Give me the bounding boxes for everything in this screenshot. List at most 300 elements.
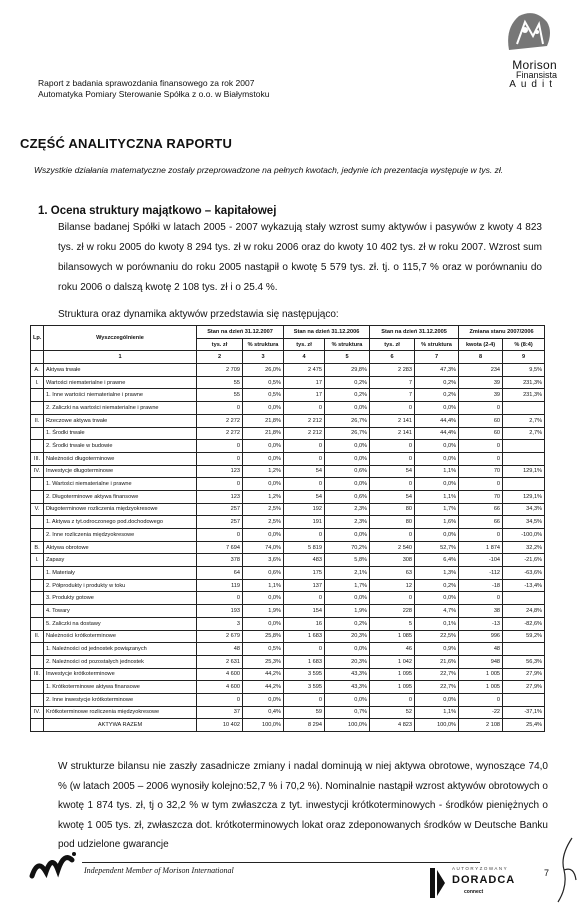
row-value: 43,3% — [325, 681, 370, 694]
row-label: Należności krótkoterminowe — [44, 630, 197, 643]
row-value: 54 — [284, 490, 325, 503]
row-label: Należności długoterminowe — [44, 452, 197, 465]
row-value: 7 — [370, 389, 415, 402]
row-value: 21,8% — [243, 427, 284, 440]
row-label: 1. Aktywa z tyt.odroczonego pod.dochodowego — [44, 516, 197, 529]
row-value: 1,2% — [243, 490, 284, 503]
row-value: -22 — [459, 706, 503, 719]
row-value: 39 — [459, 389, 503, 402]
column-number: 2 — [197, 351, 243, 364]
row-value: 5 — [370, 617, 415, 630]
page-title: CZĘŚĆ ANALITYCZNA RAPORTU — [20, 136, 233, 151]
row-value: 0,2% — [325, 376, 370, 389]
column-number: 7 — [415, 351, 459, 364]
row-label: 1. Wartości niematerialne i prawne — [44, 478, 197, 491]
row-value: 25,3% — [243, 655, 284, 668]
row-value: 27,9% — [503, 668, 545, 681]
row-value: 44,4% — [415, 427, 459, 440]
row-value: 5,8% — [325, 554, 370, 567]
column-number: 1 — [44, 351, 197, 364]
page-number: 7 — [544, 868, 550, 878]
row-value: 0,2% — [325, 389, 370, 402]
row-value: 0,0% — [415, 529, 459, 542]
row-value: 0 — [197, 478, 243, 491]
row-value: 483 — [284, 554, 325, 567]
row-value: 34,5% — [503, 516, 545, 529]
row-lp: IV. — [31, 706, 44, 719]
row-lp: A. — [31, 364, 44, 377]
row-label: Aktywa trwałe — [44, 364, 197, 377]
row-value: 52 — [370, 706, 415, 719]
row-value — [503, 402, 545, 415]
row-value: 0,0% — [325, 402, 370, 415]
row-value: 0,2% — [415, 579, 459, 592]
row-value: 0 — [459, 478, 503, 491]
section-heading: 1. Ocena struktury majątkowo – kapitałowej — [38, 205, 277, 217]
row-value: 9,5% — [503, 364, 545, 377]
column-number: 9 — [503, 351, 545, 364]
row-value: 6,4% — [415, 554, 459, 567]
row-label: 2. Środki trwałe w budowie — [44, 440, 197, 453]
row-value: 2,5% — [243, 503, 284, 516]
row-value: 123 — [197, 490, 243, 503]
row-value: 48 — [459, 643, 503, 656]
row-value: 2,3% — [325, 516, 370, 529]
row-lp — [31, 516, 44, 529]
table-row — [31, 490, 545, 503]
row-value: 1,7% — [325, 579, 370, 592]
row-value: 0,0% — [325, 440, 370, 453]
row-label: Długoterminowe rozliczenia międzyokresowe — [44, 503, 197, 516]
row-value: 0 — [197, 452, 243, 465]
row-label: 1. Krótkoterminowe aktywa finansowe — [44, 681, 197, 694]
row-lp — [31, 529, 44, 542]
row-value: 0,0% — [415, 440, 459, 453]
row-value: 0,4% — [243, 706, 284, 719]
row-lp — [31, 617, 44, 630]
row-lp: III. — [31, 668, 44, 681]
row-label: 1. Należności od jednostek powiązanych — [44, 643, 197, 656]
column-number-row — [31, 351, 545, 364]
row-value: 0,0% — [243, 529, 284, 542]
row-lp — [31, 579, 44, 592]
sub-structure: % struktura — [325, 338, 370, 351]
header-2007: Stan na dzień 31.12.2007 — [197, 326, 284, 339]
row-value: -37,1% — [503, 706, 545, 719]
row-value: 996 — [459, 630, 503, 643]
table-row — [31, 376, 545, 389]
row-value: 0,0% — [243, 402, 284, 415]
row-value: 0,0% — [243, 592, 284, 605]
row-label: 5. Zaliczki na dostawy — [44, 617, 197, 630]
row-value: 66 — [459, 503, 503, 516]
row-value: 54 — [370, 465, 415, 478]
row-value: 16 — [284, 617, 325, 630]
brand-line2: Finansista — [515, 70, 557, 80]
row-value: 1 683 — [284, 655, 325, 668]
row-value: 20,3% — [325, 630, 370, 643]
row-value: 80 — [370, 503, 415, 516]
row-lp — [31, 478, 44, 491]
row-value: 0 — [284, 440, 325, 453]
row-value: 0,5% — [243, 389, 284, 402]
table-row — [31, 579, 545, 592]
row-value: 137 — [284, 579, 325, 592]
row-lp: II. — [31, 630, 44, 643]
row-value: 22,5% — [415, 630, 459, 643]
row-lp — [31, 389, 44, 402]
row-value: -13 — [459, 617, 503, 630]
sub-tys: tys. zł — [284, 338, 325, 351]
doradca-sub: connect — [464, 889, 484, 895]
assets-structure-table — [30, 325, 545, 732]
row-value — [503, 643, 545, 656]
row-value: 0 — [459, 693, 503, 706]
row-value: 0 — [197, 693, 243, 706]
row-value: 119 — [197, 579, 243, 592]
row-value: 43,3% — [325, 668, 370, 681]
row-label: 4. Towary — [44, 605, 197, 618]
row-value: 10 402 — [197, 719, 243, 732]
row-value: 1,3% — [415, 567, 459, 580]
table-row — [31, 643, 545, 656]
row-value: 1 683 — [284, 630, 325, 643]
row-value: 55 — [197, 389, 243, 402]
header-lp: Lp. — [31, 326, 44, 351]
row-value: 27,9% — [503, 681, 545, 694]
row-value: 0,0% — [325, 693, 370, 706]
row-lp: II. — [31, 414, 44, 427]
row-value: 37 — [197, 706, 243, 719]
header-2005: Stan na dzień 31.12.2005 — [370, 326, 459, 339]
row-value: 0 — [284, 643, 325, 656]
row-value: 70 — [459, 490, 503, 503]
row-value: 2 475 — [284, 364, 325, 377]
row-lp — [31, 681, 44, 694]
row-value: 0,1% — [415, 617, 459, 630]
sub-percent: % (8:4) — [503, 338, 545, 351]
sub-structure: % struktura — [243, 338, 284, 351]
table-row — [31, 706, 545, 719]
row-value: 0,0% — [243, 440, 284, 453]
row-value: 2 108 — [459, 719, 503, 732]
row-label: AKTYWA RAZEM — [44, 719, 197, 732]
row-value: 38 — [459, 605, 503, 618]
paragraph-intro: Bilanse badanej Spółki w latach 2005 - 2007 wykazują stały wzrost sumy aktywów i pasywów z kwoty 4 823 tys. zł w roku 2005 do kwoty 8 294 tys. zł w roku 2006 oraz do kwoty 10 402 tys. zł w roku 2007. Wzrost sum bilansowych w porównaniu do roku 2005 nastąpił o kwotę 5 579 tys. zł. tj. o 115,7 % oraz w porównaniu do roku 2006 o dalszą kwotę 2 108 tys. zł i o 25.4 %. — [58, 222, 542, 293]
row-value: 0,0% — [415, 452, 459, 465]
row-lp — [31, 490, 44, 503]
row-value: 192 — [284, 503, 325, 516]
row-value: -112 — [459, 567, 503, 580]
row-value: 175 — [284, 567, 325, 580]
row-lp — [31, 592, 44, 605]
morison-logo-icon — [495, 6, 557, 58]
row-value: 231,3% — [503, 389, 545, 402]
row-lp: V. — [31, 503, 44, 516]
row-lp — [31, 655, 44, 668]
table-row — [31, 389, 545, 402]
row-value: 2,7% — [503, 427, 545, 440]
row-label: Zapasy — [44, 554, 197, 567]
row-label: 1. Środki trwałe — [44, 427, 197, 440]
row-lp — [31, 427, 44, 440]
doradca-badge — [430, 866, 540, 902]
row-value: 1,9% — [325, 605, 370, 618]
table-row — [31, 529, 545, 542]
table-caption: Struktura oraz dynamika aktywów przedstawia się następująco: — [58, 309, 339, 320]
row-value: 154 — [284, 605, 325, 618]
row-value: 191 — [284, 516, 325, 529]
row-value: 0,0% — [243, 452, 284, 465]
row-value: 2,7% — [503, 414, 545, 427]
row-value: 26,7% — [325, 427, 370, 440]
row-value: 2 709 — [197, 364, 243, 377]
row-value: 1 005 — [459, 668, 503, 681]
row-value: 0,2% — [415, 389, 459, 402]
row-value: 0 — [284, 478, 325, 491]
row-label: 2. Zaliczki na wartości niematerialne i prawne — [44, 402, 197, 415]
row-value: 378 — [197, 554, 243, 567]
row-value: 0,2% — [415, 376, 459, 389]
row-value — [503, 592, 545, 605]
row-value: 70 — [459, 465, 503, 478]
row-label: 3. Produkty gotowe — [44, 592, 197, 605]
row-value: 1,7% — [415, 503, 459, 516]
table-row — [31, 440, 545, 453]
row-value: 0 — [370, 402, 415, 415]
row-value: 17 — [284, 389, 325, 402]
doradca-tag: AUTORYZOWANY — [452, 866, 509, 871]
table-row — [31, 554, 545, 567]
row-value: 25,8% — [243, 630, 284, 643]
row-label: Inwestycje krótkoterminowe — [44, 668, 197, 681]
row-lp — [31, 605, 44, 618]
row-value: 1,1% — [415, 706, 459, 719]
row-value: 1,1% — [243, 579, 284, 592]
row-value: 948 — [459, 655, 503, 668]
row-value: 1 095 — [370, 681, 415, 694]
row-value: -100,0% — [503, 529, 545, 542]
row-value: 129,1% — [503, 490, 545, 503]
row-value — [503, 478, 545, 491]
row-value: 0,0% — [325, 529, 370, 542]
row-label: Wartości niematerialne i prawne — [44, 376, 197, 389]
brand-line3: Audit — [509, 79, 557, 90]
row-value: -63,6% — [503, 567, 545, 580]
row-lp — [31, 402, 44, 415]
column-number: 3 — [243, 351, 284, 364]
row-value: 17 — [284, 376, 325, 389]
row-value: 2 272 — [197, 427, 243, 440]
row-value — [503, 440, 545, 453]
row-value: 70,2% — [325, 541, 370, 554]
table-row — [31, 402, 545, 415]
row-lp — [31, 693, 44, 706]
row-value: 2 212 — [284, 427, 325, 440]
row-value: 1 042 — [370, 655, 415, 668]
row-value: 0,0% — [325, 452, 370, 465]
row-value: 0 — [459, 452, 503, 465]
row-value: 0 — [197, 529, 243, 542]
brand-name: Morison — [512, 58, 557, 72]
paragraph-analysis: W strukturze bilansu nie zaszły zasadnicze zmiany i nadal dominują w niej aktywa obrotowe, wynoszące 74,0 % (w latach 2005 – 2006 wynosiły kolejno:52,7 % i 70,2 %). Nominalnie nastąpił wzrost aktywów obrotowych o kwotę 1 874 tys. zł, tj o 32,2 % w tym zwłaszcza z tyt. inwestycji krótkoterminowych - środków pieniężnych o kwotę 1 005 tys. zł, zwłaszcza dot. krótkoterminowych lokat oraz zdeponowanych środków w Deutsche Banku pod udzielone gwarancje — [58, 761, 548, 850]
row-value: 0 — [284, 402, 325, 415]
row-value: 34,3% — [503, 503, 545, 516]
row-value: 0 — [370, 592, 415, 605]
table-row — [31, 465, 545, 478]
row-value: 20,3% — [325, 655, 370, 668]
sub-tys: tys. zł — [197, 338, 243, 351]
row-value: -82,6% — [503, 617, 545, 630]
row-label: Inwestycje długoterminowe — [44, 465, 197, 478]
row-lp — [31, 643, 44, 656]
row-value: 21,8% — [243, 414, 284, 427]
row-value: 24,8% — [503, 605, 545, 618]
row-value: 0 — [370, 440, 415, 453]
row-value: 80 — [370, 516, 415, 529]
row-value: 2 141 — [370, 427, 415, 440]
doradca-logo-icon — [430, 868, 446, 898]
row-value: 52,7% — [415, 541, 459, 554]
row-value: 39 — [459, 376, 503, 389]
report-header-line1: Raport z badania sprawozdania finansowego za rok 2007 — [38, 78, 255, 88]
row-value: 8 294 — [284, 719, 325, 732]
row-value: 2 212 — [284, 414, 325, 427]
row-value: 0,6% — [243, 567, 284, 580]
row-value: 26,0% — [243, 364, 284, 377]
row-value: 0 — [370, 452, 415, 465]
table-row — [31, 719, 545, 732]
sub-structure: % struktura — [415, 338, 459, 351]
row-value: 63 — [370, 567, 415, 580]
row-lp — [31, 567, 44, 580]
row-value: 0 — [370, 478, 415, 491]
header-description: Wyszczególnienie — [44, 326, 197, 351]
row-value: 0,0% — [415, 693, 459, 706]
row-value: 0,0% — [325, 643, 370, 656]
row-value: 0,9% — [415, 643, 459, 656]
column-number: 5 — [325, 351, 370, 364]
row-value: 2 679 — [197, 630, 243, 643]
row-value: 2 631 — [197, 655, 243, 668]
table-row — [31, 414, 545, 427]
row-value: 193 — [197, 605, 243, 618]
row-value: 257 — [197, 516, 243, 529]
row-value: 0,0% — [415, 592, 459, 605]
row-value: 0 — [370, 693, 415, 706]
row-value: 1,9% — [243, 605, 284, 618]
row-value: 1,6% — [415, 516, 459, 529]
row-value: 7 694 — [197, 541, 243, 554]
row-value: 0,5% — [243, 376, 284, 389]
row-value: 60 — [459, 427, 503, 440]
row-value: 21,6% — [415, 655, 459, 668]
row-value: 56,3% — [503, 655, 545, 668]
calculation-note: Wszystkie działania matematyczne zostały przeprowadzone na pełnych kwotach, jedynie ich prezentacja występuje w tys. zł. — [34, 165, 504, 175]
row-value: 100,0% — [415, 719, 459, 732]
row-value: 4,7% — [415, 605, 459, 618]
row-value: 0 — [284, 693, 325, 706]
column-number: 8 — [459, 351, 503, 364]
row-value: 3,6% — [243, 554, 284, 567]
row-value: 5 819 — [284, 541, 325, 554]
row-value: 74,0% — [243, 541, 284, 554]
sub-tys: tys. zł — [370, 338, 415, 351]
row-value: 0,0% — [415, 478, 459, 491]
row-value: 2,1% — [325, 567, 370, 580]
row-value: 25,4% — [503, 719, 545, 732]
row-label: 2. Należności od pozostałych jednostek — [44, 655, 197, 668]
row-value: 55 — [197, 376, 243, 389]
table-row — [31, 668, 545, 681]
row-value: 308 — [370, 554, 415, 567]
row-value: 60 — [459, 414, 503, 427]
row-value: 100,0% — [243, 719, 284, 732]
row-value: 0 — [459, 529, 503, 542]
row-value: 0,2% — [325, 617, 370, 630]
row-value: 59,2% — [503, 630, 545, 643]
table-row — [31, 478, 545, 491]
table-row — [31, 592, 545, 605]
row-value: 1,2% — [243, 465, 284, 478]
row-value: 0 — [459, 402, 503, 415]
row-value: 48 — [197, 643, 243, 656]
row-value: 7 — [370, 376, 415, 389]
row-value: 44,2% — [243, 668, 284, 681]
row-value: 1,1% — [415, 490, 459, 503]
sub-amount: kwota (2-4) — [459, 338, 503, 351]
table-body — [31, 364, 545, 732]
footer-member-text: Independent Member of Morison International — [84, 866, 234, 875]
table-row — [31, 630, 545, 643]
header-2006: Stan na dzień 31.12.2006 — [284, 326, 370, 339]
row-lp: III. — [31, 452, 44, 465]
table-row — [31, 503, 545, 516]
row-lp: I. — [31, 376, 44, 389]
doradca-name: DORADCA — [452, 874, 516, 886]
header-change: Zmiana stanu 2007/2006 — [459, 326, 545, 339]
row-value: 54 — [284, 465, 325, 478]
row-value: -18 — [459, 579, 503, 592]
row-value — [503, 693, 545, 706]
table-row — [31, 452, 545, 465]
row-label: 2. Długoterminowe aktywa finansowe — [44, 490, 197, 503]
row-value: 1 874 — [459, 541, 503, 554]
row-label: Rzeczowe aktywa trwałe — [44, 414, 197, 427]
table-row — [31, 693, 545, 706]
row-value: 0 — [459, 440, 503, 453]
table-row — [31, 605, 545, 618]
row-value: 0,0% — [243, 478, 284, 491]
row-value: -13,4% — [503, 579, 545, 592]
row-value: 22,7% — [415, 668, 459, 681]
handwritten-signature-icon — [554, 836, 580, 906]
row-value: 3 595 — [284, 668, 325, 681]
table-row — [31, 617, 545, 630]
table-row — [31, 516, 545, 529]
row-value: 257 — [197, 503, 243, 516]
row-value: 44,2% — [243, 681, 284, 694]
table-row — [31, 567, 545, 580]
column-number: 4 — [284, 351, 325, 364]
row-value: 2 283 — [370, 364, 415, 377]
row-value: 32,2% — [503, 541, 545, 554]
row-value: 12 — [370, 579, 415, 592]
footer-divider — [82, 862, 480, 863]
row-lp: IV. — [31, 465, 44, 478]
row-label: Krótkoterminowe rozliczenia międzyokresowe — [44, 706, 197, 719]
row-value: 47,3% — [415, 364, 459, 377]
